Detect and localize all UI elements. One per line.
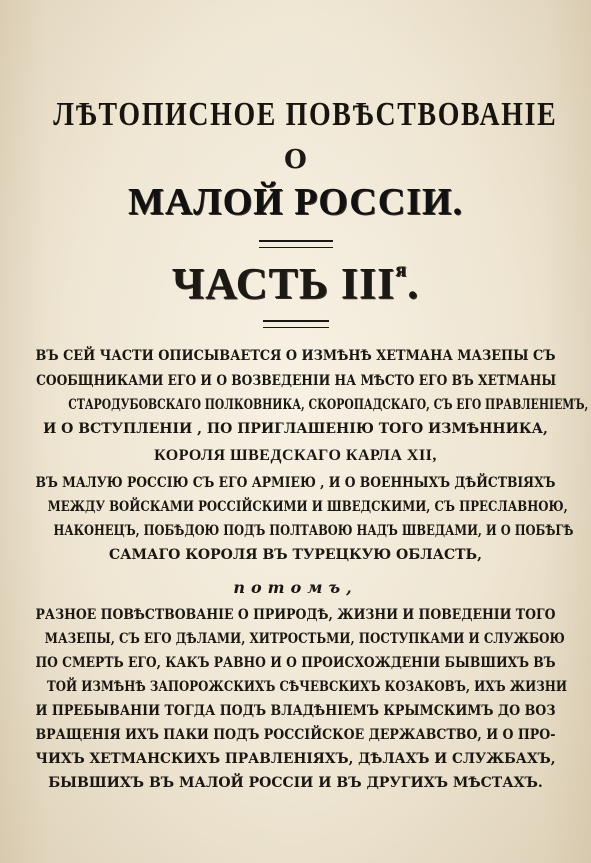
text-line: ТОЙ ИЗМѢНѢ ЗАПОРОЖСКИХЪ СѢЧЕВСКИХЪ КОЗАКОВЪ, ИХЪ ЖИЗНИ bbox=[47, 679, 568, 695]
text-line-then: потомъ, bbox=[233, 578, 358, 597]
text-line: ВРАЩЕНІЯ ИХЪ ПАКИ ПОДЪ РОССІЙСКОЕ ДЕРЖАВСТВО, И О ПРО- bbox=[35, 727, 556, 743]
decorative-rule-bottom bbox=[263, 320, 329, 328]
text-line: И О ВСТУПЛЕНІИ , ПО ПРИГЛАШЕНІЮ ТОГО ИЗМѢННИКА, bbox=[43, 421, 548, 437]
part-heading-text: ЧАСТЬ III bbox=[171, 259, 396, 308]
text-line: И ПРЕБЫВАНІИ ТОГДА ПОДЪ ВЛАДѢНІЕМЪ КРЫМСКИМЪ ДО ВОЗ bbox=[35, 703, 556, 719]
decorative-rule-top bbox=[259, 240, 333, 248]
part-heading-period: . bbox=[407, 259, 420, 308]
text-line: РАЗНОЕ ПОВѢСТВОВАНІЕ О ПРИРОДѢ, ЖИЗНИ И ПОВЕДЕНІИ ТОГО bbox=[35, 607, 556, 623]
text-line: ЧИХЪ ХЕТМАНСКИХЪ ПРАВЛЕНІЯХЪ, ДѢЛАХЪ И СЛУЖБАХЪ, bbox=[35, 751, 556, 767]
text-line: СООБЩНИКАМИ ЕГО И О ВОЗВЕДЕНІИ НА МѢСТО ЕГО ВЪ ХЕТМАНЫ bbox=[36, 373, 557, 389]
text-line: СТАРОДУБОВСКАГО ПОЛКОВНИКА, СКОРОПАДСКАГО, СЪ ЕГО ПРАВЛЕНІЕМЪ, bbox=[68, 397, 589, 413]
text-line: ВЪ СЕЙ ЧАСТИ ОПИСЫВАЕТСЯ О ИЗМѢНѢ ХЕТМАНА МАЗЕПЫ СЪ bbox=[35, 348, 556, 364]
text-line-king: КОРОЛЯ ШВЕДСКАГО КАРЛА XII, bbox=[154, 447, 437, 464]
title-line-2: МАЛОЙ РОССІИ. bbox=[128, 181, 463, 223]
part-heading bbox=[0, 258, 591, 309]
text-line: МЕЖДУ ВОЙСКАМИ РОССІЙСКИМИ И ШВЕДСКИМИ, СЪ ПРЕСЛАВНОЮ, bbox=[47, 499, 568, 515]
text-line: ПО СМЕРТЬ ЕГО, КАКЪ РАВНО И О ПРОИСХОЖДЕНІИ БЫВШИХЪ ВЪ bbox=[35, 655, 556, 671]
title-conjunction: О bbox=[284, 145, 307, 175]
text-line: ВЪ МАЛУЮ РОССІЮ СЪ ЕГО АРМІЕЮ , И О ВОЕННЫХЪ ДѢЙСТВІЯХЪ bbox=[35, 475, 556, 491]
text-line: НАКОНЕЦЪ, ПОБѢДОЮ ПОДЪ ПОЛТАВОЮ НАДЪ ШВЕДАМИ, И О ПОБѢГѢ bbox=[53, 523, 574, 539]
part-heading-superscript: я bbox=[395, 259, 408, 281]
title-line-1: ЛѢТОПИСНОЕ ПОВѢСТВОВАНІЕ bbox=[53, 96, 558, 133]
text-line: МАЗЕПЫ, СЪ ЕГО ДѢЛАМИ, ХИТРОСТЬМИ, ПОСТУПКАМИ И СЛУЖБОЮ bbox=[44, 631, 565, 647]
text-line: БЫВШИХЪ ВЪ МАЛОЙ РОССІИ И ВЪ ДРУГИХЪ МѢСТАХЪ. bbox=[48, 775, 543, 791]
text-line: САМАГО КОРОЛЯ ВЪ ТУРЕЦКУЮ ОБЛАСТЬ, bbox=[109, 547, 482, 563]
